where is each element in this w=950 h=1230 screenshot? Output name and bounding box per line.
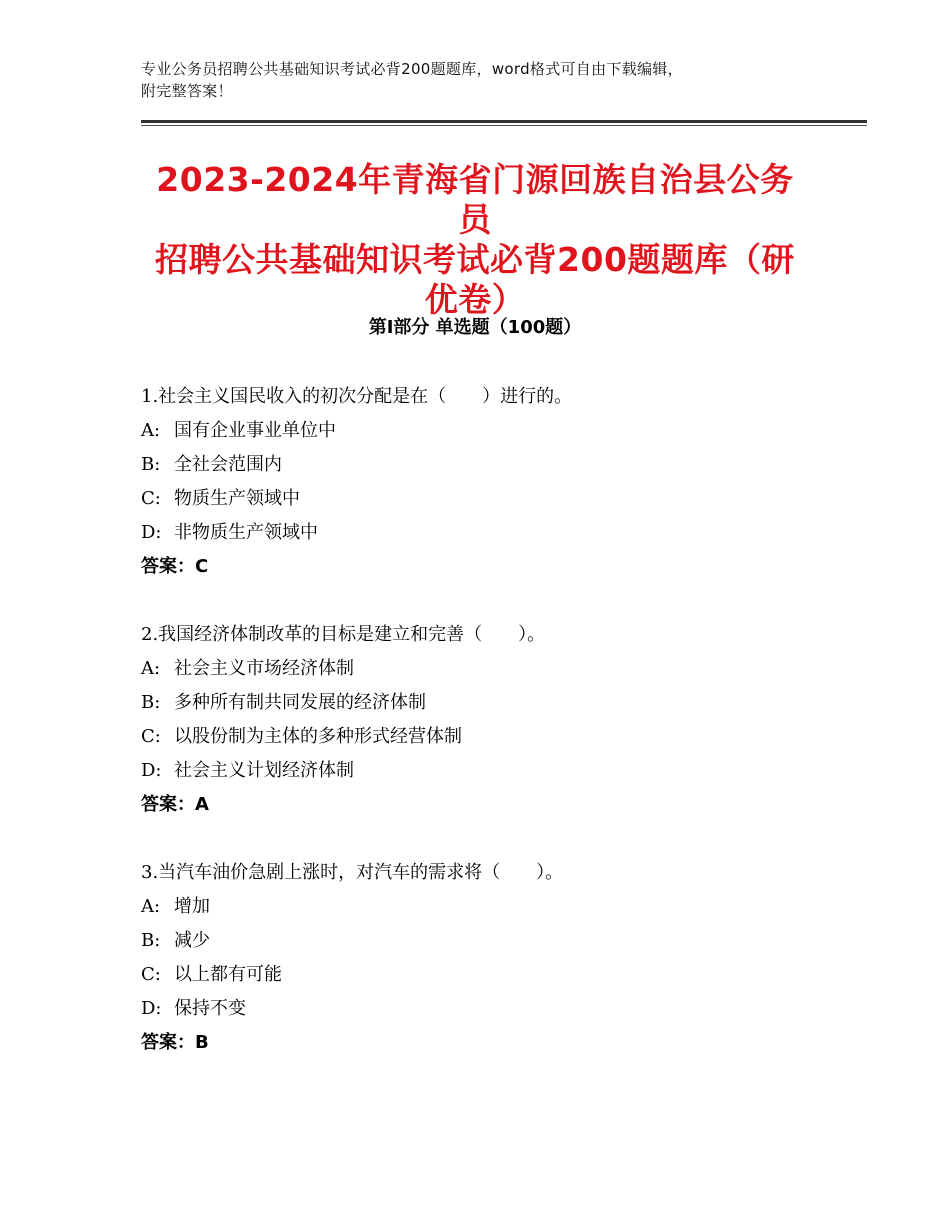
- option-text: 社会主义计划经济体制: [174, 760, 354, 781]
- option-a: [141, 418, 821, 452]
- option-c: [141, 962, 821, 996]
- answer: 答案：A: [141, 794, 209, 815]
- option-text: 全社会范围内: [174, 454, 282, 475]
- question-list: [141, 384, 821, 1098]
- header-note-line-1: 专业公务员招聘公共基础知识考试必背200题题库，word格式可自由下载编辑，: [141, 60, 683, 78]
- option-b: [141, 690, 821, 724]
- option-b: [141, 452, 821, 486]
- question-stem: 3.当汽车油价急剧上涨时，对汽车的需求将（ ）。: [141, 862, 564, 883]
- document-title-line-2: 招聘公共基础知识考试必背200题题库（研: [155, 240, 795, 279]
- option-key: D:: [141, 760, 162, 781]
- option-text: 非物质生产领域中: [174, 522, 318, 543]
- option-key: A:: [141, 896, 161, 917]
- answer: 答案：B: [141, 1032, 209, 1053]
- option-b: [141, 928, 821, 962]
- option-key: D:: [141, 522, 162, 543]
- option-key: D:: [141, 998, 162, 1019]
- question-stem: 1.社会主义国民收入的初次分配是在（ ）进行的。: [141, 386, 573, 407]
- option-a: [141, 656, 821, 690]
- option-d: [141, 520, 821, 554]
- option-text: 减少: [174, 930, 210, 951]
- header-note-line-2: 附完整答案！: [141, 82, 233, 100]
- option-text: 以股份制为主体的多种形式经营体制: [174, 726, 462, 747]
- question-stem: 2.我国经济体制改革的目标是建立和完善（ ）。: [141, 624, 546, 645]
- header-divider-thin: [141, 125, 867, 126]
- option-key: C:: [141, 488, 161, 509]
- option-c: [141, 486, 821, 520]
- option-d: [141, 996, 821, 1030]
- document-title: [141, 160, 809, 320]
- option-text: 以上都有可能: [174, 964, 282, 985]
- option-key: C:: [141, 964, 161, 985]
- option-key: C:: [141, 726, 161, 747]
- question-3: [141, 860, 821, 1064]
- question-1: [141, 384, 821, 588]
- option-key: B:: [141, 930, 161, 951]
- option-text: 社会主义市场经济体制: [174, 658, 354, 679]
- option-key: B:: [141, 454, 161, 475]
- answer: 答案：C: [141, 556, 209, 577]
- header-note: [141, 58, 821, 102]
- option-text: 增加: [174, 896, 210, 917]
- option-key: A:: [141, 658, 161, 679]
- option-text: 保持不变: [174, 998, 246, 1019]
- option-text: 物质生产领域中: [174, 488, 300, 509]
- option-a: [141, 894, 821, 928]
- question-2: [141, 622, 821, 826]
- option-c: [141, 724, 821, 758]
- option-text: 多种所有制共同发展的经济体制: [174, 692, 426, 713]
- option-d: [141, 758, 821, 792]
- header-divider-thick: [141, 120, 867, 123]
- option-text: 国有企业事业单位中: [174, 420, 336, 441]
- document-title-line-1: 2023-2024年青海省门源回族自治县公务员: [156, 160, 794, 239]
- option-key: B:: [141, 692, 161, 713]
- option-key: A:: [141, 420, 161, 441]
- section-title: 第Ⅰ部分 单选题（100题）: [368, 317, 582, 338]
- document-title-line-3: 优卷）: [424, 280, 526, 319]
